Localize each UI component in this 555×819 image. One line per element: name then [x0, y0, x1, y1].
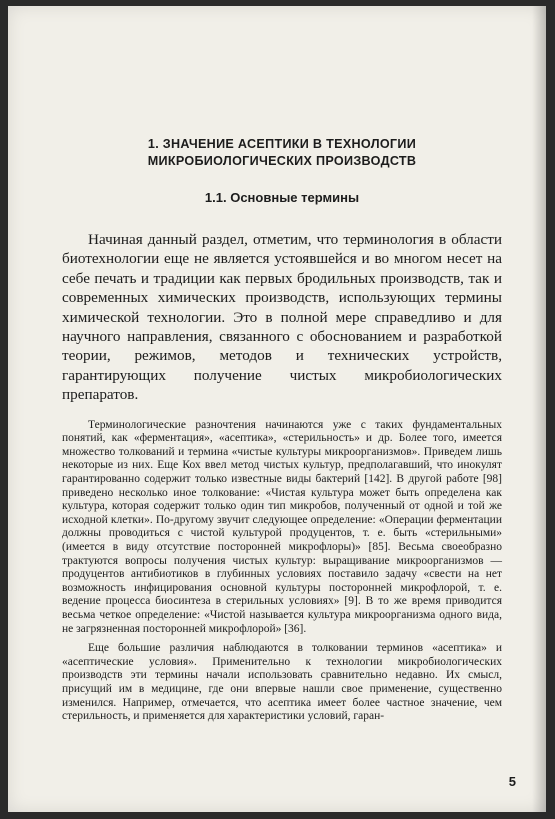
- book-page: [8, 6, 546, 812]
- chapter-title-line-2: МИКРОБИОЛОГИЧЕСКИХ ПРОИЗВОДСТВ: [147, 154, 417, 168]
- page-content: [62, 136, 502, 724]
- chapter-title-line-1: 1. ЗНАЧЕНИЕ АСЕПТИКИ В ТЕХНОЛОГИИ: [147, 137, 417, 151]
- body-paragraph-1: Терминологические разночтения начинаются уже с таких фундаментальных понятий, как «ферментация», «асептика», «стерильность» и др. Более того, имеется множество толкований и термина «чистые культуры микроорганизмов». Приведем лишь некоторые из них. Еще Кох ввел метод чистых культур, предполагавший, что инокулят гарантированно содержит только известные виды бактерий [142]. В другой работе [98] приведено несколько иное толкование: «Чистая культура может быть определена как культура, которая содержит только один тип микробов, полученный от одной и той же исходной клетки». По-другому звучит следующее определение: «Операции ферментации должны проводиться с чистой культурой продуцентов, т. е. быть «стерильными» (имеется в виду отсутствие посторонней микрофлоры)» [85]. Весьма своеобразно трактуются вопросы получения чистых культур: выращивание микроорганизмов — продуцентов антибиотиков в глубинных условиях поставило задачу «свести на нет возможность инфицирования основной культуры посторонней микрофлорой, т. е. ведение процесса биосинтеза в стерильных условиях» [9]. В то же время приводится весьма четкое определение: «Чистой называется культура микроорганизма одного вида, не загрязненная посторонней микрофлорой» [36].: [62, 418, 502, 635]
- body-paragraph-2: Еще большие различия наблюдаются в толковании терминов «асептика» и «асептические условия». Применительно к технологии микробиологических производств эти термины начали использовать сравнительно недавно. Их смысл, присущий им в медицине, где они впервые нашли свое применение, существенно изменился. Например, отмечается, что асептика имеет более частное значение, чем стерильность, и применяется для характеристики условий, гаран-: [62, 642, 502, 723]
- section-title: 1.1. Основные термины: [204, 190, 360, 205]
- lead-paragraph: Начиная данный раздел, отметим, что терминология в области биотехнологии еще не является устоявшейся и во многом несет на себе печать и традиции как первых бродильных производств, так и современных химических производств, использующих термины химической технологии. Это в полной мере справедливо и для научного направления, связанного с обоснованием и разработкой теории, режимов, методов и технических устройств, гарантирующих получение чистых микробиологических препаратов.: [62, 231, 502, 404]
- page-number: 5: [508, 774, 516, 789]
- page-spine-shadow: [532, 6, 546, 812]
- chapter-title: [62, 136, 502, 170]
